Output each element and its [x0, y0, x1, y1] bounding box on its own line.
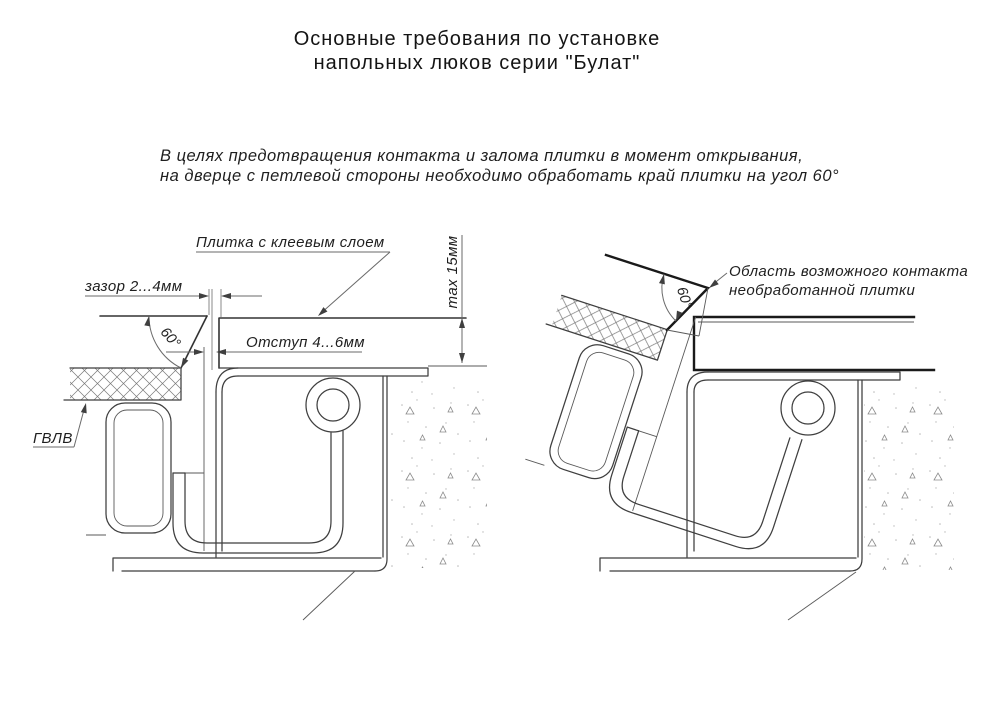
page-title-line1: Основные требования по установке — [293, 28, 661, 50]
contact-label-line1: Область возможного контакта — [729, 263, 969, 280]
frame-bottom-channel — [600, 558, 856, 571]
right-view-open-hatch — [499, 244, 968, 620]
contact-label-line2: необработанной плитки — [729, 282, 916, 299]
frame-outer-wall — [375, 376, 387, 571]
gvlv-label: ГВЛВ — [33, 430, 73, 447]
max-height-label: max 15мм — [444, 235, 461, 309]
tile-label: Плитка с клеевым слоем — [196, 234, 385, 251]
break-line — [303, 571, 355, 620]
gap-dim-label: зазор 2...4мм — [85, 278, 183, 295]
hinge-pin-inner — [317, 389, 349, 421]
note-line1: В целях предотвращения контакта и залома плитки в момент открывания, — [160, 147, 804, 165]
angle-label: 60° — [673, 285, 695, 311]
note-line2: на дверце с петлевой стороны необходимо обработать край плитки на угол 60° — [160, 167, 840, 185]
frame-flange — [219, 368, 428, 376]
frame-outer-wall — [850, 380, 862, 571]
title-block — [294, 28, 661, 74]
page-title-line2: напольных люков серии "Булат" — [313, 52, 641, 74]
right-view-labels — [659, 263, 968, 322]
hinge-pin-inner — [792, 392, 824, 424]
left-view-closed-hatch — [33, 234, 487, 620]
hinge-pin-outer — [781, 381, 835, 435]
angle-label: 60° — [156, 324, 184, 352]
concrete-area — [390, 378, 487, 568]
floor-tile-emphasized — [694, 317, 934, 370]
tile-leader — [196, 252, 390, 314]
break-line — [788, 572, 856, 620]
frame-flange — [708, 372, 900, 380]
frame-gap-wall — [216, 392, 222, 557]
frame-corner — [216, 368, 238, 392]
frame-bottom-channel — [113, 558, 381, 571]
hinge-pin-outer — [306, 378, 360, 432]
frame-corner — [687, 372, 708, 392]
concrete-area — [864, 384, 954, 570]
note-block — [160, 147, 839, 185]
offset-dim-label: Отступ 4...6мм — [246, 334, 365, 351]
